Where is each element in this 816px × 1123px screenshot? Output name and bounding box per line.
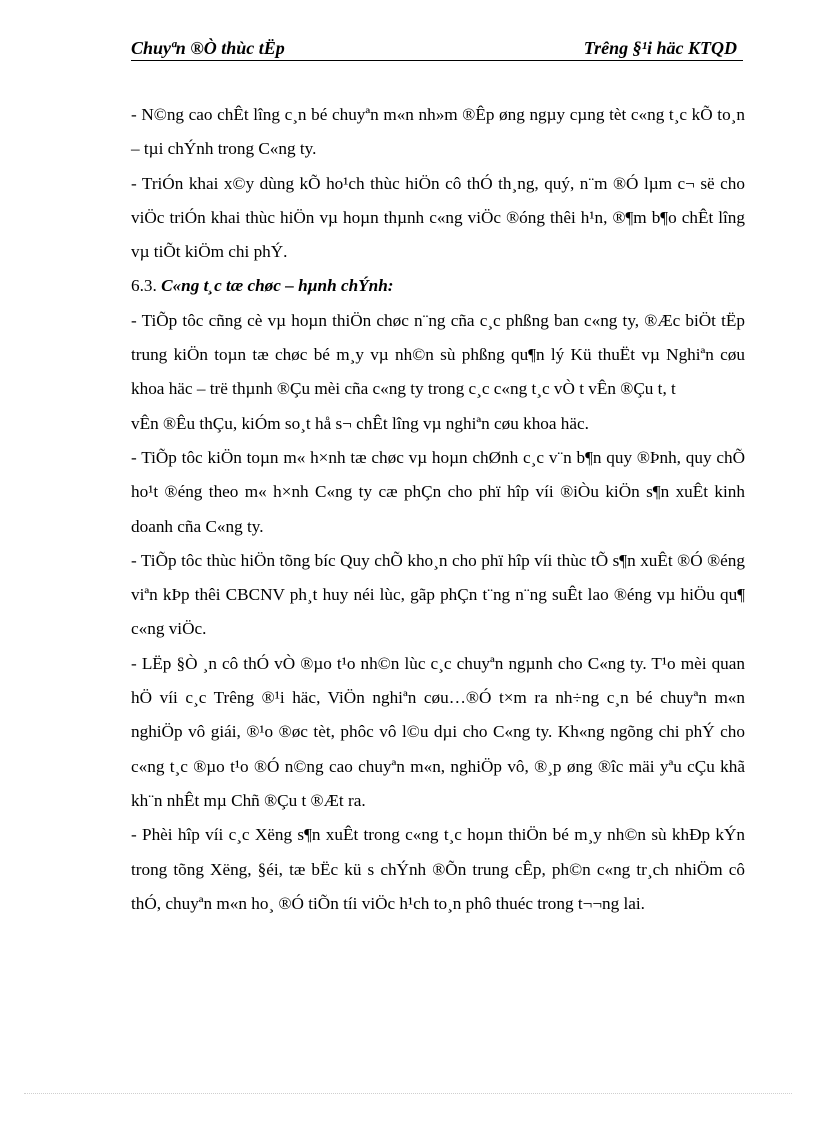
section-title: C«ng t¸c tæ chøc – hµnh chÝnh: <box>161 276 394 296</box>
paragraph-8: - Phèi hîp víi c¸c Xëng s¶n xuÊt trong c«ng t¸c hoµn thiÖn bé m¸y nh©n sù khÐp kÝn trong tõng Xëng, §éi, tæ bËc kü s chÝnh ®Õn trung cÊp, ph©n c«ng tr¸ch nhiÖm cô thÓ, chuyªn m«n ho¸ ®Ó tiÕn tíi viÖc h¹ch to¸n phô thuéc trong t¬¬ng lai. <box>131 825 745 913</box>
document-body <box>131 98 745 921</box>
paragraph-4: vÊn ®Êu thÇu, kiÓm so¸t hå s¬ chÊt lîng vµ nghiªn cøu khoa häc. <box>131 413 589 433</box>
paragraph-3: - TiÕp tôc cñng cè vµ hoµn thiÖn chøc n¨ng cña c¸c phßng ban c«ng ty, ®Æc biÖt tËp trung kiÖn toµn tæ chøc bé m¸y vµ nh©n sù phßng qu¶n lý Kü thuËt vµ Nghiªn cøu khoa häc – trë thµnh ®Çu mèi cña c«ng ty trong c¸c c«ng t¸c vÒ t vÊn ®Çu t, t <box>131 310 745 399</box>
section-number: 6.3. <box>131 276 157 296</box>
page-bottom-border <box>24 1093 792 1094</box>
paragraph-1: - N©ng cao chÊt lîng c¸n bé chuyªn m«n nh»m ®Êp øng ngµy cµng tèt c«ng t¸c kÕ to¸n – tµi chÝnh trong C«ng ty. <box>131 105 745 159</box>
paragraph-5: - TiÕp tôc kiÖn toµn m« h×nh tæ chøc vµ hoµn chØnh c¸c v¨n b¶n quy ®Þnh, quy chÕ ho¹t ®éng theo m« h×nh C«ng ty cæ phÇn cho phï hîp víi ®iÒu kiÖn s¶n xuÊt kinh doanh cña C«ng ty. <box>131 447 745 536</box>
page-header <box>131 34 743 62</box>
paragraph-6: - TiÕp tôc thùc hiÖn tõng bíc Quy chÕ kho¸n cho phï hîp víi thùc tÕ s¶n xuÊt ®Ó ®éng viªn kÞp thêi CBCNV ph¸t huy néi lùc, gãp phÇn t¨ng n¨ng suÊt lao ®éng vµ hiÖu qu¶ c«ng viÖc. <box>131 550 745 639</box>
header-rule <box>131 60 743 61</box>
section-heading <box>131 269 745 303</box>
header-right-title: Trêng §¹i häc KTQD <box>583 38 737 58</box>
paragraph-7: - LËp §Ò ¸n cô thÓ vÒ ®µo t¹o nh©n lùc c¸c chuyªn ngµnh cho C«ng ty. T¹o mèi quan hÖ víi c¸c Trêng ®¹i häc, ViÖn nghiªn cøu…®Ó t×m ra nh÷ng c¸n bé chuyªn m«n nghiÖp vô giái, ®¹o ®øc tèt, phôc vô l©u dµi cho C«ng ty. Kh«ng ngõng chi phÝ cho c«ng t¸c ®µo t¹o ®Ó n©ng cao chuyªn m«n, nghiÖp vô, ®¸p øng ®îc mäi yªu cÇu khã kh¨n nhÊt mµ Chñ ®Çu t ®Æt ra. <box>131 653 745 810</box>
paragraph-2: - TriÓn khai x©y dùng kÕ ho¹ch thùc hiÖn cô thÓ th¸ng, quý, n¨m ®Ó lµm c¬ së cho viÖc triÓn khai thùc hiÖn vµ hoµn thµnh c«ng viÖc ®óng thêi h¹n, ®¶m b¶o chÊt lîng vµ tiÕt kiÖm chi phÝ. <box>131 173 745 262</box>
header-left-title: Chuyªn ®Ò thùc tËp <box>131 38 285 58</box>
